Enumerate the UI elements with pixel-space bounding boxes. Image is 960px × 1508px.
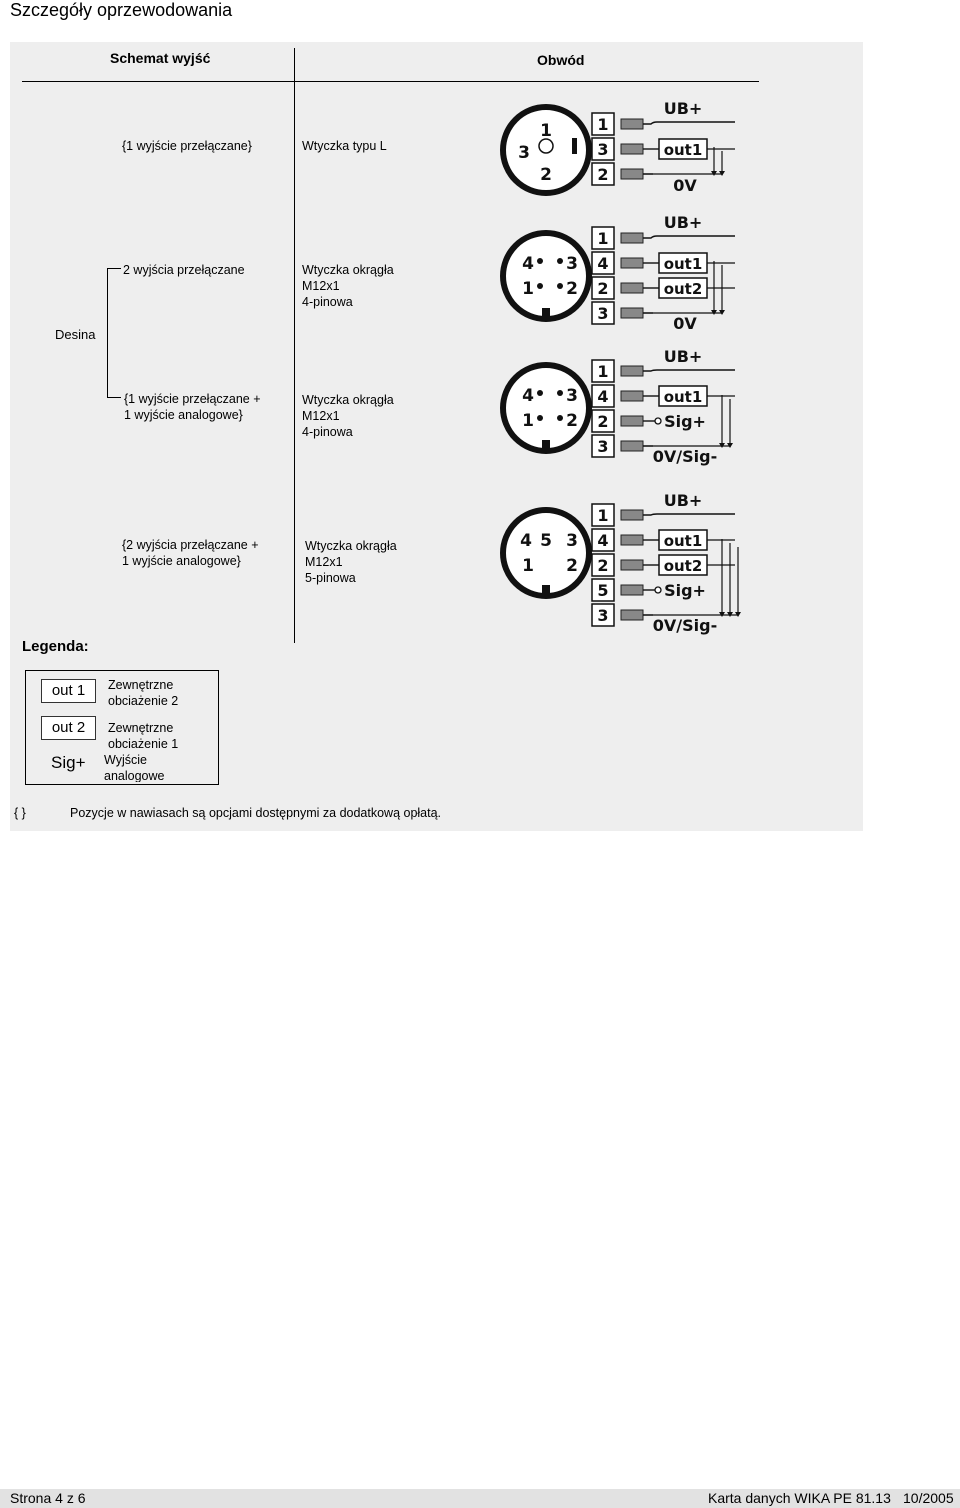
row3-signal-node-2 <box>655 418 661 424</box>
row4-terminal-3: 3 <box>597 606 609 625</box>
row4-connector-key <box>542 585 550 597</box>
header-output-scheme: Schemat wyjść <box>110 50 211 66</box>
row2-pin-dot-1 <box>537 283 543 289</box>
row4-wire-3 <box>621 610 643 620</box>
row2-signal-2: out2 <box>663 280 703 298</box>
row2-signal-1: out1 <box>663 255 703 273</box>
legend-sig-desc-line2: analogowe <box>104 769 165 782</box>
row1-connector-pin-3: 3 <box>518 143 530 163</box>
footer-page: Strona 4 z 6 <box>10 1490 86 1506</box>
row1-connector-pin-2: 2 <box>540 165 552 185</box>
row4-terminal-5: 5 <box>597 581 609 600</box>
row1-signal-1: out1 <box>663 141 703 159</box>
row4-output-line2: 1 wyjście analogowe} <box>122 554 241 568</box>
row4-terminal-4: 4 <box>597 531 609 550</box>
row4-connector-body <box>503 510 589 596</box>
row3-plug-size: M12x1 <box>302 409 340 423</box>
row2-connector-key <box>542 308 550 320</box>
row4-plug-pins: 5-pinowa <box>305 571 356 585</box>
row3-output-line1: {1 wyjście przełączane + <box>124 392 261 406</box>
footer-document: Karta danych WIKA PE 81.13 <box>708 1490 891 1506</box>
legend-sig-desc-line1: Wyjście <box>104 753 147 767</box>
row4-connector-pin-3: 3 <box>566 531 578 551</box>
row3-bus-ubplus <box>643 370 735 371</box>
row4-signal-3: Sig+ <box>664 581 706 600</box>
legend-out1-desc-line1: Zewnętrzne <box>108 678 174 692</box>
row2-connector-pin-1: 1 <box>522 279 534 299</box>
row2-wire-1 <box>621 233 643 243</box>
row4-signal-4: 0V/Sig- <box>652 616 718 635</box>
row1-output: {1 wyjście przełączane} <box>122 139 252 153</box>
row2-connector-body <box>503 233 589 319</box>
row4-wire-2 <box>621 560 643 570</box>
row4-plug-type: Wtyczka okrągła <box>305 539 397 553</box>
legend-out2-desc-line2: obciażenie 1 <box>108 737 179 751</box>
footer-date: 10/2005 <box>903 1490 954 1506</box>
row3-connector-pin-1: 1 <box>522 411 534 431</box>
row2-wire-2 <box>621 283 643 293</box>
note-text: Pozycje w nawiasach są opcjami dostępnymi za dodatkową opłatą. <box>70 806 442 820</box>
row2-terminal-2: 2 <box>597 279 609 298</box>
row3-wire-2 <box>621 416 643 426</box>
circuit-diagrams <box>0 0 960 660</box>
row4-connector-pin-2: 2 <box>566 556 578 576</box>
row2-plug-type: Wtyczka okrągła <box>302 263 394 277</box>
row4-bus-ubplus <box>643 514 735 515</box>
row4-wire-4 <box>621 535 643 545</box>
legend-out1-symbol: out 1 <box>41 679 96 703</box>
row3-connector-key <box>542 440 550 452</box>
legend-out2-desc-line1: Zewnętrzne <box>108 721 174 735</box>
row2-terminal-3: 3 <box>597 304 609 323</box>
row4-wire-1 <box>621 510 643 520</box>
row1-terminal-1: 1 <box>597 115 609 134</box>
row1-terminal-2: 2 <box>597 165 609 184</box>
row4-plug-size: M12x1 <box>305 555 343 569</box>
row2-connector-pin-3: 3 <box>566 254 578 274</box>
note-symbol: { } <box>14 806 26 820</box>
header-circuit: Obwód <box>537 52 585 68</box>
row2-pin-dot-4 <box>537 258 543 264</box>
row4-signal-ubplus: UB+ <box>663 491 703 510</box>
row1-connector-key <box>572 138 577 154</box>
row4-wire-5 <box>621 585 643 595</box>
row3-pin-dot-1 <box>537 415 543 421</box>
row1-bus-ubplus <box>643 122 735 124</box>
row2-plug-size: M12x1 <box>302 279 340 293</box>
row3-connector-pin-3: 3 <box>566 386 578 406</box>
row2-terminal-4: 4 <box>597 254 609 273</box>
row2-connector-pin-2: 2 <box>566 279 578 299</box>
row1-wire-1 <box>621 119 643 129</box>
page-title: Szczegóły oprzewodowania <box>10 0 233 20</box>
row2-pin-dot-3 <box>557 258 563 264</box>
row3-signal-3: 0V/Sig- <box>652 447 718 466</box>
row3-pin-dot-3 <box>557 390 563 396</box>
row4-terminal-2: 2 <box>597 556 609 575</box>
row3-wire-3 <box>621 441 643 451</box>
row3-pin-dot-4 <box>537 390 543 396</box>
row3-connector-body <box>503 365 589 451</box>
row3-terminal-4: 4 <box>597 387 609 406</box>
row4-connector-pin-5: 5 <box>540 531 552 551</box>
row4-signal-1: out1 <box>663 532 703 550</box>
row1-plug: Wtyczka typu L <box>302 139 387 153</box>
row1-wire-3 <box>621 144 643 154</box>
row4-terminal-1: 1 <box>597 506 609 525</box>
row4-signal-2: out2 <box>663 557 703 575</box>
row2-signal-3: 0V <box>673 314 697 333</box>
row1-terminal-3: 3 <box>597 140 609 159</box>
row3-output-line2: 1 wyjście analogowe} <box>124 408 243 422</box>
row3-terminal-2: 2 <box>597 412 609 431</box>
row1-connector-pin-1: 1 <box>540 121 552 141</box>
row2-wire-4 <box>621 258 643 268</box>
row3-plug-type: Wtyczka okrągła <box>302 393 394 407</box>
row4-connector-pin-4: 4 <box>520 531 532 551</box>
row1-signal-2: 0V <box>673 176 697 195</box>
row4-connector-pin-1: 1 <box>522 556 534 576</box>
row2-output: 2 wyjścia przełączane <box>123 263 245 277</box>
row3-connector-pin-4: 4 <box>522 386 534 406</box>
legend-title: Legenda: <box>22 638 89 655</box>
row2-terminal-1: 1 <box>597 229 609 248</box>
legend-out1-desc-line2: obciażenie 2 <box>108 694 179 708</box>
row3-terminal-1: 1 <box>597 362 609 381</box>
row1-wire-2 <box>621 169 643 179</box>
row3-signal-2: Sig+ <box>664 412 706 431</box>
row2-plug-pins: 4-pinowa <box>302 295 353 309</box>
legend-sig-symbol: Sig+ <box>51 753 86 772</box>
row3-connector-pin-2: 2 <box>566 411 578 431</box>
row4-output-line1: {2 wyjścia przełączane + <box>122 538 259 552</box>
row2-pin-dot-2 <box>557 283 563 289</box>
row2-wire-3 <box>621 308 643 318</box>
row3-wire-4 <box>621 391 643 401</box>
row3-signal-ubplus: UB+ <box>663 347 703 366</box>
row1-signal-ubplus: UB+ <box>663 99 703 118</box>
group-label-desina: Desina <box>55 327 96 342</box>
row2-signal-ubplus: UB+ <box>663 213 703 232</box>
row2-connector-pin-4: 4 <box>522 254 534 274</box>
legend-out2-symbol: out 2 <box>41 716 96 740</box>
row2-bus-ubplus <box>643 236 735 238</box>
row3-signal-1: out1 <box>663 388 703 406</box>
row4-signal-node-3 <box>655 587 661 593</box>
row3-terminal-3: 3 <box>597 437 609 456</box>
row3-wire-1 <box>621 366 643 376</box>
row3-pin-dot-2 <box>557 415 563 421</box>
row3-plug-pins: 4-pinowa <box>302 425 353 439</box>
